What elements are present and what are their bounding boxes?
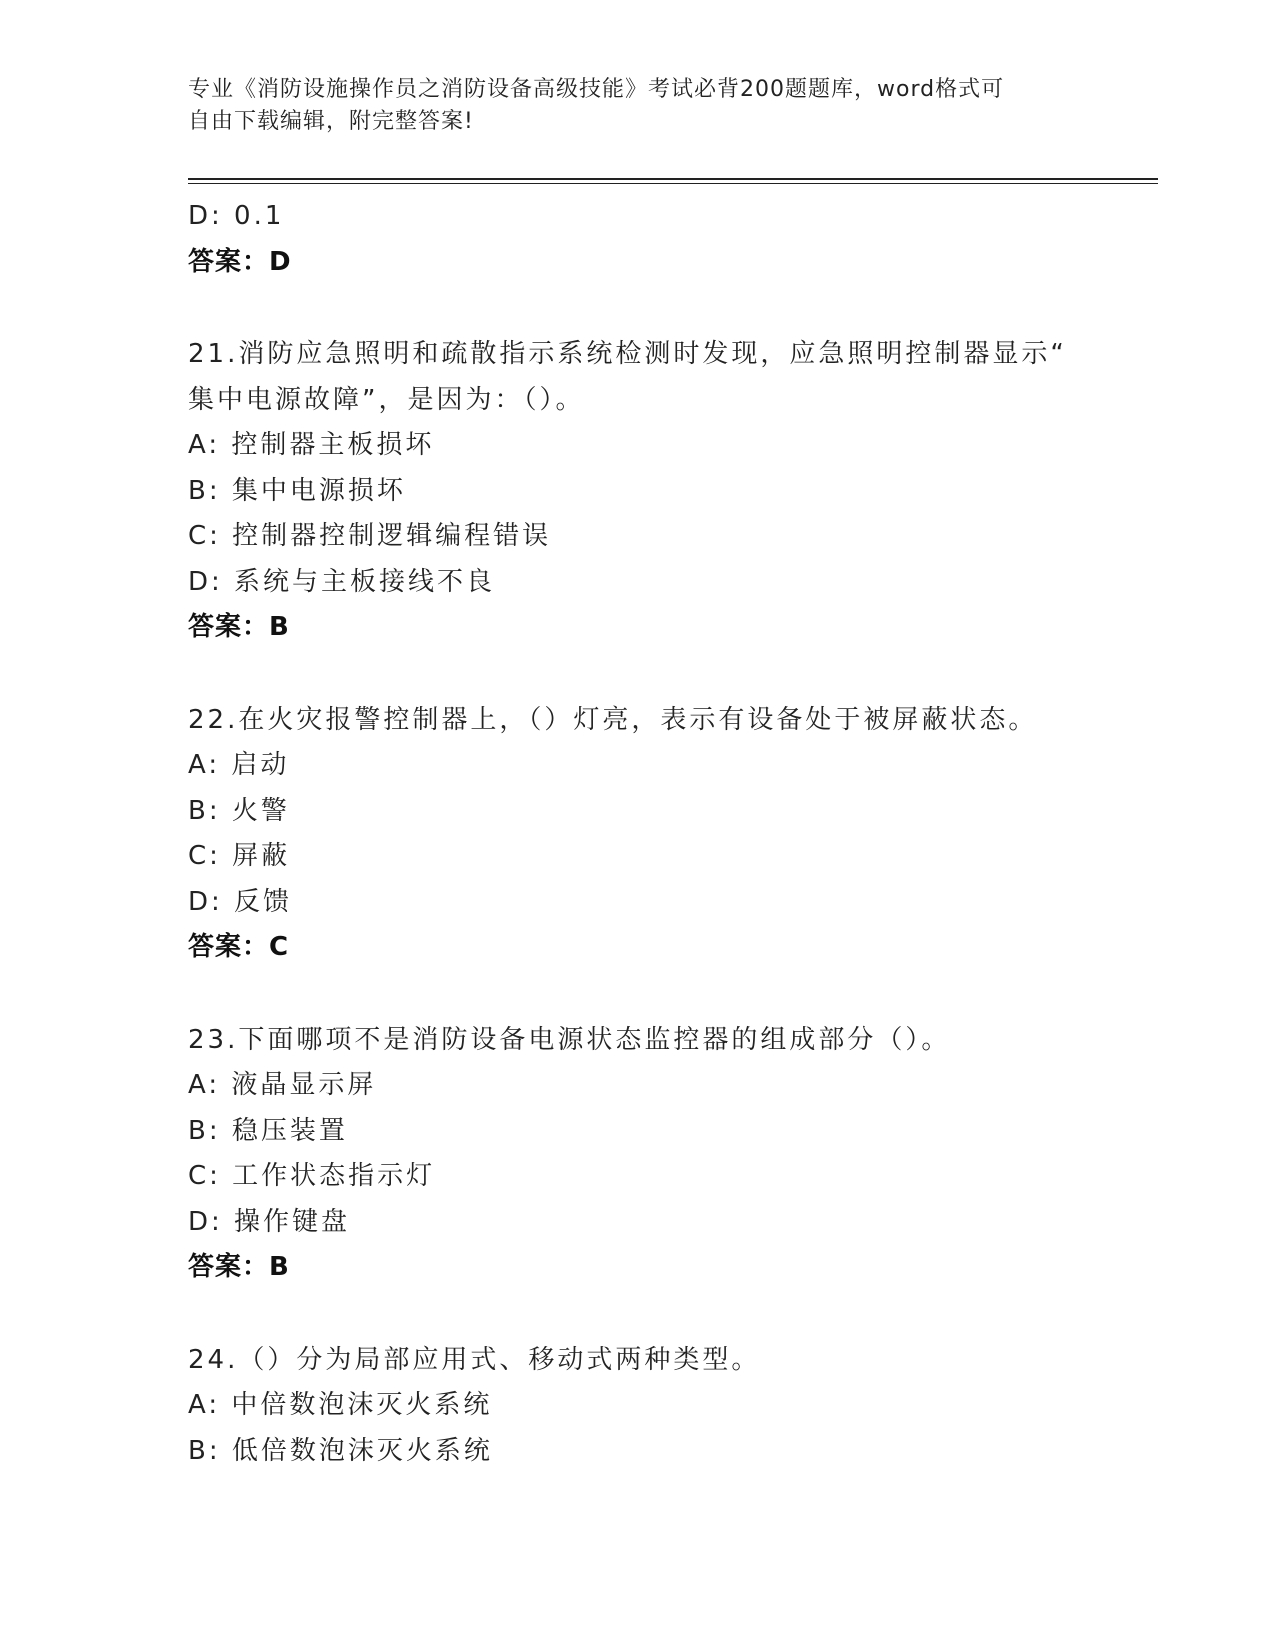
question-23 xyxy=(188,1018,1148,1291)
option-b: B: 集中电源损坏 xyxy=(188,475,406,506)
option-c: C: 工作状态指示灯 xyxy=(188,1161,436,1191)
prev-option-d: D: 0.1 xyxy=(188,201,285,231)
option-b: B: 低倍数泡沫灭火系统 xyxy=(188,1435,493,1466)
answer: 答案：C xyxy=(188,932,290,962)
option-a: A: 控制器主板损坏 xyxy=(188,430,435,460)
option-c: C: 屏蔽 xyxy=(188,841,291,871)
spacer xyxy=(188,971,1148,1018)
option-b: B: 火警 xyxy=(188,795,290,826)
question-stem: 23.下面哪项不是消防设备电源状态监控器的组成部分（）。 xyxy=(188,1024,951,1055)
header-line-2: 自由下载编辑，附完整答案! xyxy=(188,109,474,134)
option-a: A: 液晶显示屏 xyxy=(188,1070,377,1100)
option-d: D: 反馈 xyxy=(188,886,293,917)
answer: 答案：B xyxy=(188,1252,290,1282)
option-a: A: 中倍数泡沫灭火系统 xyxy=(188,1390,493,1420)
header-line-1: 专业《消防设施操作员之消防设备高级技能》考试必背200题题库，word格式可 xyxy=(188,77,1005,102)
spacer xyxy=(188,285,1148,332)
option-d: D: 系统与主板接线不良 xyxy=(188,566,496,597)
question-21 xyxy=(188,332,1148,651)
option-b: B: 稳压装置 xyxy=(188,1115,348,1146)
prev-answer: 答案：D xyxy=(188,246,292,277)
option-c: C: 控制器控制逻辑编程错误 xyxy=(188,521,552,551)
question-stem-cont: 集中电源故障”，是因为：（）。 xyxy=(188,384,585,415)
option-a: A: 启动 xyxy=(188,750,290,780)
question-stem: 22.在火灾报警控制器上，（）灯亮，表示有设备处于被屏蔽状态。 xyxy=(188,704,1038,735)
question-list xyxy=(188,194,1148,1474)
spacer xyxy=(188,651,1148,698)
question-stem: 21.消防应急照明和疏散指示系统检测时发现，应急照明控制器显示“ xyxy=(188,339,1067,369)
question-stem: 24.（）分为局部应用式、移动式两种类型。 xyxy=(188,1344,761,1375)
option-d: D: 操作键盘 xyxy=(188,1206,351,1237)
question-24 xyxy=(188,1338,1148,1475)
header-divider-thin xyxy=(188,183,1158,184)
spacer xyxy=(188,1291,1148,1338)
document-header xyxy=(188,74,1078,138)
answer: 答案：B xyxy=(188,612,290,642)
header-divider-thick xyxy=(188,178,1158,180)
question-22 xyxy=(188,698,1148,971)
